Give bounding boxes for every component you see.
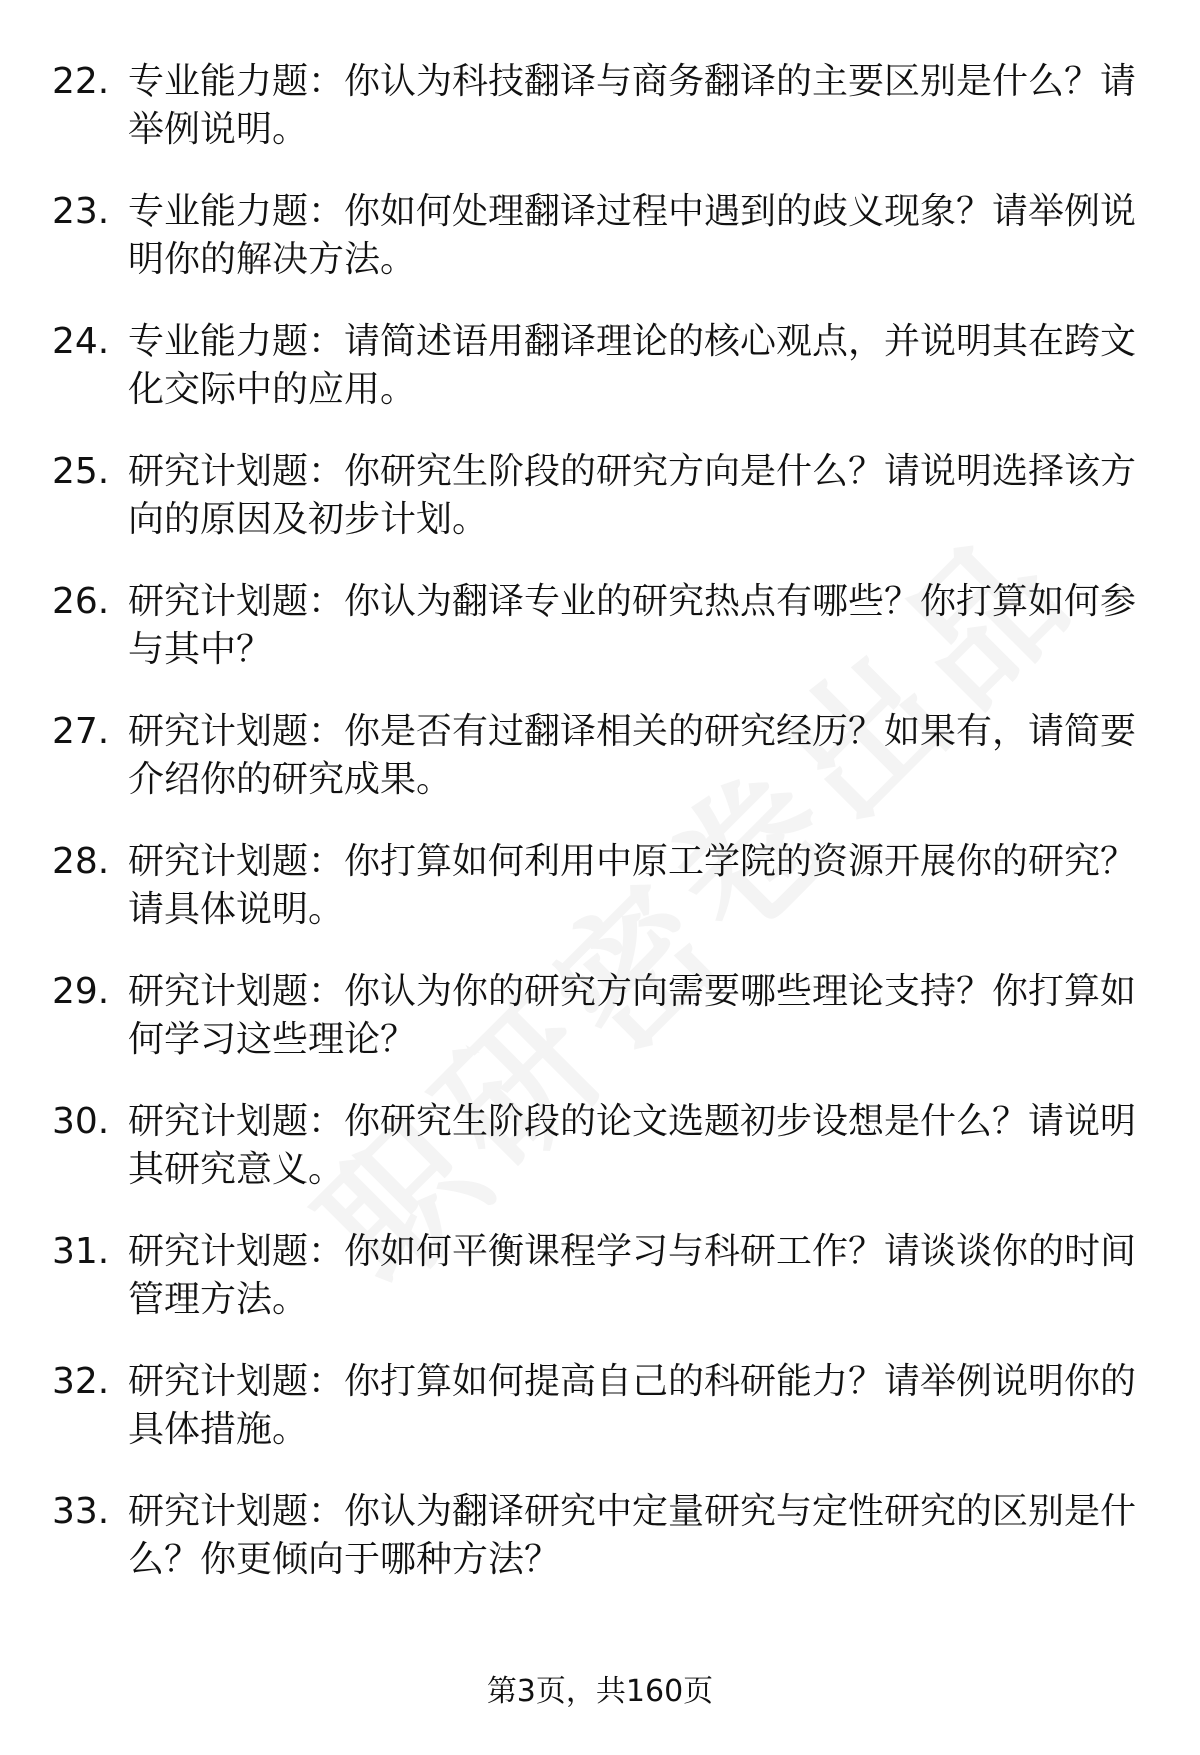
question-item <box>0 708 1200 804</box>
question-number: 28. <box>52 841 110 882</box>
question-number: 22. <box>52 61 110 102</box>
question-item <box>0 1488 1200 1584</box>
page-number-footer: 第3页，共160页 <box>486 1674 714 1709</box>
question-text: 专业能力题：请简述语用翻译理论的核心观点，并说明其在跨文化交际中的应用。 <box>128 321 1137 410</box>
question-item <box>0 578 1200 674</box>
question-item <box>0 838 1200 934</box>
question-number: 23. <box>52 191 110 232</box>
question-item <box>0 448 1200 544</box>
question-text: 研究计划题：你打算如何利用中原工学院的资源开展你的研究？请具体说明。 <box>128 841 1137 930</box>
question-text: 研究计划题：你研究生阶段的论文选题初步设想是什么？请说明其研究意义。 <box>128 1101 1137 1190</box>
question-item <box>0 188 1200 284</box>
question-number: 32. <box>52 1361 110 1402</box>
question-item <box>0 1228 1200 1324</box>
question-text: 研究计划题：你是否有过翻译相关的研究经历？如果有，请简要介绍你的研究成果。 <box>128 711 1137 800</box>
question-item <box>0 58 1200 154</box>
question-item <box>0 968 1200 1064</box>
question-item <box>0 1098 1200 1194</box>
question-text: 专业能力题：你如何处理翻译过程中遇到的歧义现象？请举例说明你的解决方法。 <box>128 191 1137 280</box>
question-number: 30. <box>52 1101 110 1142</box>
question-list <box>0 58 1200 1618</box>
question-text: 研究计划题：你认为你的研究方向需要哪些理论支持？你打算如何学习这些理论？ <box>128 971 1137 1060</box>
question-text: 专业能力题：你认为科技翻译与商务翻译的主要区别是什么？请举例说明。 <box>128 61 1137 150</box>
question-text: 研究计划题：你认为翻译专业的研究热点有哪些？你打算如何参与其中？ <box>128 581 1137 670</box>
question-text: 研究计划题：你认为翻译研究中定量研究与定性研究的区别是什么？你更倾向于哪种方法？ <box>128 1491 1137 1580</box>
question-number: 33. <box>52 1491 110 1532</box>
question-number: 31. <box>52 1231 110 1272</box>
question-number: 25. <box>52 451 110 492</box>
question-number: 26. <box>52 581 110 622</box>
question-text: 研究计划题：你如何平衡课程学习与科研工作？请谈谈你的时间管理方法。 <box>128 1231 1137 1320</box>
question-number: 24. <box>52 321 110 362</box>
question-item <box>0 1358 1200 1454</box>
question-number: 29. <box>52 971 110 1012</box>
question-item <box>0 318 1200 414</box>
question-text: 研究计划题：你打算如何提高自己的科研能力？请举例说明你的具体措施。 <box>128 1361 1137 1450</box>
question-number: 27. <box>52 711 110 752</box>
question-text: 研究计划题：你研究生阶段的研究方向是什么？请说明选择该方向的原因及初步计划。 <box>128 451 1137 540</box>
